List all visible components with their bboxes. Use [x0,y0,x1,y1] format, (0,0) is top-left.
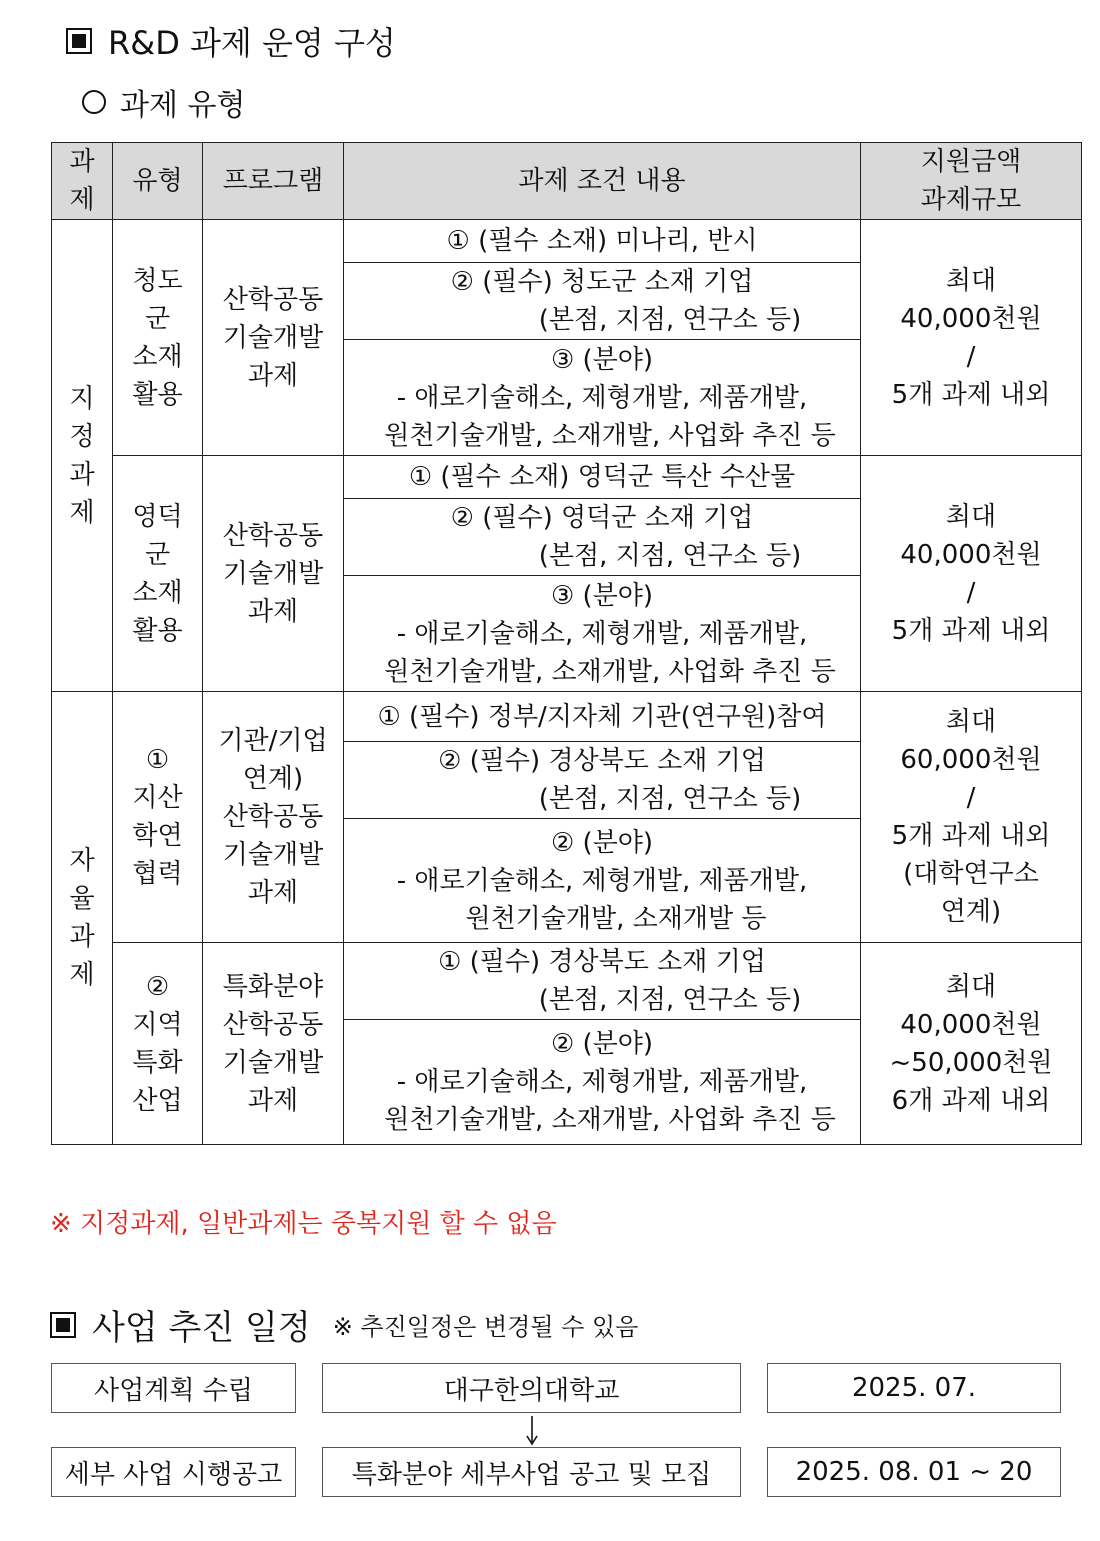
condition-cell: ① (필수 소재) 미나리, 반시 [344,220,861,263]
group-designated: 지 정 과 제 [52,220,113,692]
amount-yeongdeok: 최대 40,000천원 / 5개 과제 내외 [861,456,1082,692]
program-jisan: 기관/기업 연계) 산학공동 기술개발 과제 [203,692,344,943]
schedule-org-1: 대구한의대학교 [322,1363,741,1413]
type-yeongdeok: 영덕 군 소재 활용 [113,456,203,692]
condition-cell: ② (필수) 청도군 소재 기업 (본점, 지점, 연구소 등) [344,263,861,340]
schedule-stage-2: 세부 사업 시행공고 [51,1447,296,1497]
schedule-stage-1: 사업계획 수립 [51,1363,296,1413]
amount-cheongdo: 최대 40,000천원 / 5개 과제 내외 [861,220,1082,456]
header-amount: 지원금액 과제규모 [861,143,1082,220]
condition-cell: ② (분야) - 애로기술해소, 제형개발, 제품개발, 원천기술개발, 소재개발, 사업화 추진 등 [344,1020,861,1145]
type-jisan: ① 지산 학연 협력 [113,692,203,943]
condition-cell: ③ (분야) - 애로기술해소, 제형개발, 제품개발, 원천기술개발, 소재개발, 사업화 추진 등 [344,576,861,692]
duplicate-support-note: ※ 지정과제, 일반과제는 중복지원 할 수 없음 [50,1209,557,1239]
condition-cell: ② (필수) 경상북도 소재 기업 (본점, 지점, 연구소 등) [344,742,861,819]
header-type: 유형 [113,143,203,220]
condition-cell: ③ (분야) - 애로기술해소, 제형개발, 제품개발, 원천기술개발, 소재개발, 사업화 추진 등 [344,340,861,456]
schedule-note: ※ 추진일정은 변경될 수 있음 [332,1313,639,1341]
condition-cell: ① (필수 소재) 영덕군 특산 수산물 [344,456,861,499]
filled-square-icon [50,1312,76,1338]
program-cheongdo: 산학공동 기술개발 과제 [203,220,344,456]
filled-square-icon [66,28,92,54]
condition-cell: ① (필수) 경상북도 소재 기업 (본점, 지점, 연구소 등) [344,943,861,1020]
type-regional: ② 지역 특화 산업 [113,943,203,1145]
amount-regional: 최대 40,000천원 ~50,000천원 6개 과제 내외 [861,943,1082,1145]
condition-cell: ① (필수) 정부/지자체 기관(연구원)참여 [344,692,861,742]
header-program: 프로그램 [203,143,344,220]
condition-cell: ② (분야) - 애로기술해소, 제형개발, 제품개발, 원천기술개발, 소재개발 등 [344,819,861,943]
down-arrow-icon [524,1416,540,1446]
type-cheongdo: 청도 군 소재 활용 [113,220,203,456]
program-yeongdeok: 산학공동 기술개발 과제 [203,456,344,692]
header-task: 과 제 [52,143,113,220]
condition-cell: ② (필수) 영덕군 소재 기업 (본점, 지점, 연구소 등) [344,499,861,576]
section-heading-rnd [66,18,396,64]
circle-bullet-icon [82,90,106,114]
program-regional: 특화분야 산학공동 기술개발 과제 [203,943,344,1145]
schedule-title: 사업 추진 일정 [92,1308,311,1348]
subheading-task-type [82,80,245,124]
schedule-org-2: 특화분야 세부사업 공고 및 모집 [322,1447,741,1497]
task-structure-table [51,142,1082,1145]
amount-jisan: 최대 60,000천원 / 5개 과제 내외 (대학연구소 연계) [861,692,1082,943]
subheading-text: 과제 유형 [120,88,246,123]
schedule-date-1: 2025. 07. [767,1363,1061,1413]
schedule-date-2: 2025. 08. 01 ~ 20 [767,1447,1061,1497]
schedule-heading [50,1300,638,1349]
header-conditions: 과제 조건 내용 [344,143,861,220]
group-autonomous: 자 율 과 제 [52,692,113,1145]
section-heading-text: R&D 과제 운영 구성 [108,24,396,62]
